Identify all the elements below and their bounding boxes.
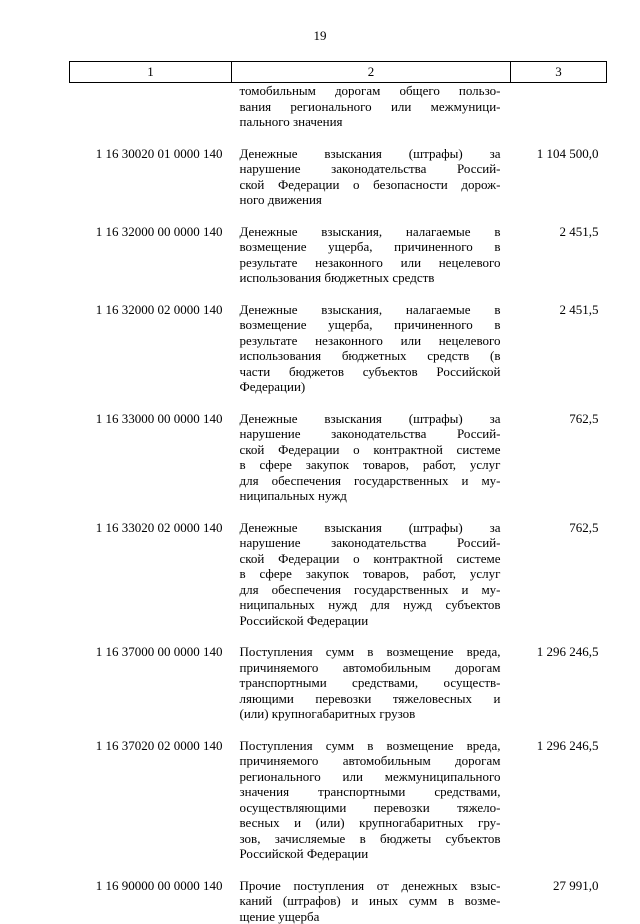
- text-line: причиняемого автомобильным дорогам: [240, 660, 501, 676]
- table-header-row: [70, 62, 607, 83]
- table-body: [70, 83, 607, 924]
- column-header-code: 1: [70, 62, 232, 83]
- revenue-code-cell: 1 16 32000 02 0000 140: [70, 286, 232, 395]
- text-line: в сфере закупок товаров, работ, услуг: [240, 566, 501, 582]
- table-row: [70, 722, 607, 862]
- revenue-description-cell: [232, 395, 511, 504]
- text-line: нарушение законодательства Россий-: [240, 161, 501, 177]
- revenue-code-cell: 1 16 90000 00 0000 140: [70, 862, 232, 924]
- budget-revenue-table: [69, 61, 607, 924]
- revenue-description-cell: [232, 286, 511, 395]
- text-line: Прочие поступления от денежных взыс-: [240, 878, 501, 894]
- revenue-code-cell: 1 16 32000 00 0000 140: [70, 208, 232, 286]
- table-row: [70, 628, 607, 722]
- text-line: весных и (или) крупногабаритных гру-: [240, 815, 501, 831]
- continuation-code-cell: [70, 83, 232, 130]
- amount-cell: 1 104 500,0: [511, 130, 607, 208]
- text-line: Российской Федерации: [240, 613, 501, 629]
- text-line: транспортными средствами, осуществ-: [240, 675, 501, 691]
- text-line: значения транспортными средствами,: [240, 784, 501, 800]
- revenue-description-cell: [232, 130, 511, 208]
- text-line: ской Федерации о безопасности дорож-: [240, 177, 501, 193]
- text-line: возмещение ущерба, причиненного в: [240, 239, 501, 255]
- text-line: пального значения: [240, 114, 501, 130]
- text-line: для обеспечения государственных и му-: [240, 582, 501, 598]
- text-line: Поступления сумм в возмещение вреда,: [240, 738, 501, 754]
- text-line: Российской Федерации: [240, 846, 501, 862]
- revenue-description-cell: [232, 208, 511, 286]
- table-row: [70, 504, 607, 629]
- text-line: использования бюджетных средств: [240, 270, 501, 286]
- amount-cell: 2 451,5: [511, 208, 607, 286]
- amount-cell: 762,5: [511, 395, 607, 504]
- table-row: [70, 862, 607, 924]
- amount-cell: 2 451,5: [511, 286, 607, 395]
- text-line: Денежные взыскания, налагаемые в: [240, 302, 501, 318]
- revenue-description-cell: [232, 628, 511, 722]
- text-line: нарушение законодательства Россий-: [240, 535, 501, 551]
- text-line: ской Федерации о контрактной системе: [240, 551, 501, 567]
- text-line: вания регионального или межмуници-: [240, 99, 501, 115]
- text-line: возмещение ущерба, причиненного в: [240, 317, 501, 333]
- amount-cell: 1 296 246,5: [511, 628, 607, 722]
- text-line: Денежные взыскания (штрафы) за: [240, 146, 501, 162]
- revenue-description-cell: [232, 862, 511, 924]
- text-line: для обеспечения государственных и му-: [240, 473, 501, 489]
- continuation-row: [70, 83, 607, 130]
- amount-cell: 27 991,0: [511, 862, 607, 924]
- text-line: части бюджетов субъектов Российской: [240, 364, 501, 380]
- table-row: [70, 395, 607, 504]
- page-number: 19: [0, 28, 640, 44]
- continuation-amount-cell: [511, 83, 607, 130]
- revenue-description-cell: [232, 504, 511, 629]
- text-line: результате незаконного или нецелевого: [240, 333, 501, 349]
- text-line: Федерации): [240, 379, 501, 395]
- revenue-code-cell: 1 16 30020 01 0000 140: [70, 130, 232, 208]
- revenue-code-cell: 1 16 37020 02 0000 140: [70, 722, 232, 862]
- text-line: Денежные взыскания (штрафы) за: [240, 520, 501, 536]
- text-line: ниципальных нужд: [240, 488, 501, 504]
- text-line: ской Федерации о контрактной системе: [240, 442, 501, 458]
- revenue-code-cell: 1 16 37000 00 0000 140: [70, 628, 232, 722]
- revenue-description-cell: [232, 722, 511, 862]
- text-line: причиняемого автомобильным дорогам: [240, 753, 501, 769]
- text-line: ного движения: [240, 192, 501, 208]
- amount-cell: 762,5: [511, 504, 607, 629]
- text-line: зов, зачисляемые в бюджеты субъектов: [240, 831, 501, 847]
- text-line: нарушение законодательства Россий-: [240, 426, 501, 442]
- text-line: каний (штрафов) и иных сумм в возме-: [240, 893, 501, 909]
- text-line: Поступления сумм в возмещение вреда,: [240, 644, 501, 660]
- text-line: осуществляющими перевозки тяжело-: [240, 800, 501, 816]
- text-line: томобильным дорогам общего пользо-: [240, 83, 501, 99]
- amount-cell: 1 296 246,5: [511, 722, 607, 862]
- text-line: в сфере закупок товаров, работ, услуг: [240, 457, 501, 473]
- continuation-text-cell: [232, 83, 511, 130]
- table-row: [70, 286, 607, 395]
- text-line: использования бюджетных средств (в: [240, 348, 501, 364]
- revenue-code-cell: 1 16 33000 00 0000 140: [70, 395, 232, 504]
- text-line: ляющими перевозки тяжеловесных и: [240, 691, 501, 707]
- text-line: Денежные взыскания, налагаемые в: [240, 224, 501, 240]
- text-line: ниципальных нужд для нужд субъектов: [240, 597, 501, 613]
- text-line: регионального или межмуниципального: [240, 769, 501, 785]
- text-line: Денежные взыскания (штрафы) за: [240, 411, 501, 427]
- column-header-name: 2: [232, 62, 511, 83]
- table-row: [70, 208, 607, 286]
- column-header-amount: 3: [511, 62, 607, 83]
- revenue-code-cell: 1 16 33020 02 0000 140: [70, 504, 232, 629]
- text-line: (или) крупногабаритных грузов: [240, 706, 501, 722]
- table-row: [70, 130, 607, 208]
- text-line: результате незаконного или нецелевого: [240, 255, 501, 271]
- text-line: щение ущерба: [240, 909, 501, 924]
